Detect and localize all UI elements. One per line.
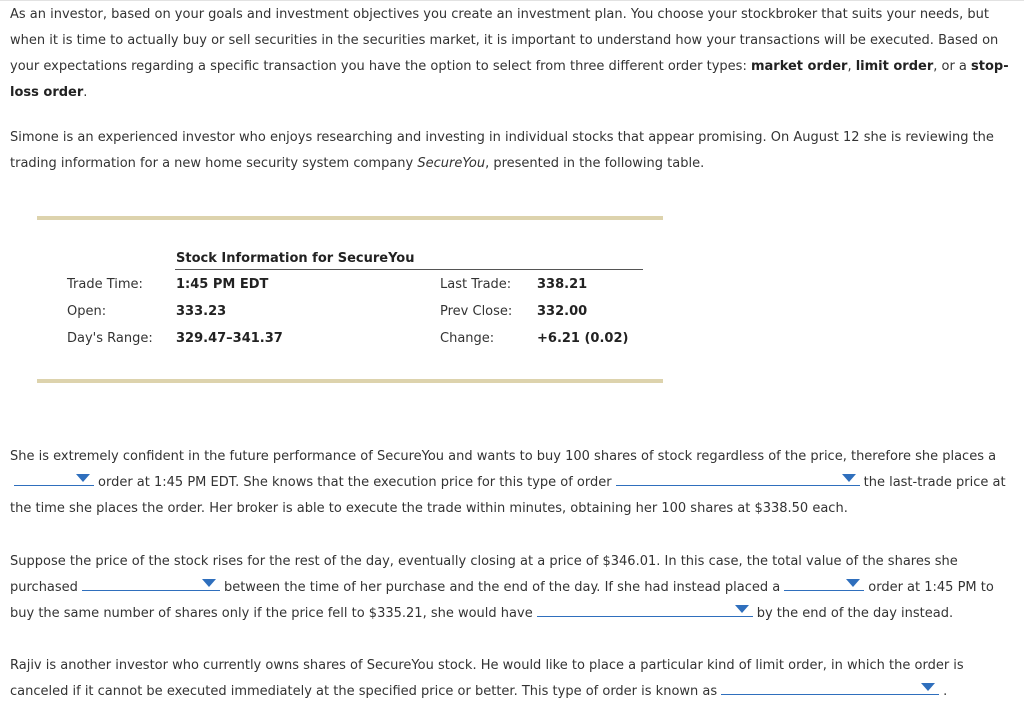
table-top-bar [37, 216, 663, 220]
days-range-label: Day's Range: [67, 331, 153, 346]
simone-intro-text: Simone is an experienced investor who enjoys researching and investing in individual stocks that appear promising. On August 12 she is reviewing the trading information for a new home security system company [10, 130, 994, 171]
trade-time-value: 1:45 PM EDT [176, 277, 269, 292]
prev-close-label: Prev Close: [440, 304, 513, 319]
para3-text-3: the last-trade price at the time she places the order. Her broker is able to execute the trade within minutes, obtaining her 100 shares at $338.50 each. [10, 475, 1006, 516]
term-market-order: market order [750, 59, 848, 74]
execution-price-dropdown[interactable] [616, 470, 860, 486]
para4-text-3: order at 1:45 PM to buy the same number of shares only if the price fell to $335.21, she would have [10, 580, 994, 621]
change-value: +6.21 (0.02) [537, 331, 629, 346]
table-bottom-bar [37, 379, 663, 383]
term-limit-order: limit order [855, 59, 934, 74]
simone-order-paragraph [10, 444, 1010, 522]
chevron-down-icon [846, 579, 860, 587]
open-value: 333.23 [176, 304, 227, 319]
stock-table-rule [175, 269, 643, 270]
para3-text-1: She is extremely confident in the future performance of SecureYou and wants to buy 100 shares of stock regardless of the price, therefore she places a [10, 449, 997, 464]
last-trade-label: Last Trade: [440, 277, 512, 292]
open-label: Open: [67, 304, 107, 319]
intro-paragraph [10, 2, 1010, 106]
prev-close-value: 332.00 [537, 304, 588, 319]
value-change-dropdown[interactable] [82, 575, 220, 591]
para5-text-1: Rajiv is another investor who currently owns shares of SecureYou stock. He would like to place a particular kind of limit order, in which the order is canceled if it cannot be executed immediately at the specified price or better. This type of order is known as [10, 658, 964, 699]
change-label: Change: [440, 331, 495, 346]
top-divider [0, 0, 1024, 1]
simone-intro-end: , presented in the following table. [485, 156, 705, 171]
period: . [83, 85, 88, 100]
separator: , or a [933, 59, 972, 74]
chevron-down-icon [842, 474, 856, 482]
intro-text: As an investor, based on your goals and investment objectives you create an investment plan. You choose your stockbroker that suits your needs, but when it is time to actually buy or sell securities in the securities market, it is important to understand how your transactions will be executed. Based on your expectations regarding a specific transaction you have the option to select from three different order types: [10, 7, 999, 74]
order-type-dropdown-1[interactable] [14, 470, 94, 486]
stock-table-title: Stock Information for SecureYou [176, 251, 415, 266]
outcome-dropdown[interactable] [537, 601, 753, 617]
chevron-down-icon [202, 579, 216, 587]
term-stop-loss-order: stop-loss order [10, 59, 1009, 100]
chevron-down-icon [921, 683, 935, 691]
days-range-value: 329.47–341.37 [176, 331, 283, 346]
para3-text-2: order at 1:45 PM EDT. She knows that the execution price for this type of order [98, 475, 612, 490]
company-name: SecureYou [417, 156, 486, 171]
para4-text-1: Suppose the price of the stock rises for the rest of the day, eventually closing at a price of $346.01. In this case, the total value of the shares she purchased [10, 554, 958, 595]
price-rise-paragraph [10, 549, 1010, 627]
limit-order-type-dropdown[interactable] [721, 679, 939, 695]
para4-text-2: between the time of her purchase and the end of the day. If she had instead placed a [223, 580, 781, 595]
rajiv-paragraph [10, 653, 1010, 705]
para4-text-4: by the end of the day instead. [756, 606, 954, 621]
order-type-dropdown-2[interactable] [784, 575, 864, 591]
chevron-down-icon [76, 474, 90, 482]
last-trade-value: 338.21 [537, 277, 588, 292]
para5-text-2: . [943, 684, 948, 699]
separator: , [847, 59, 856, 74]
trade-time-label: Trade Time: [67, 277, 143, 292]
chevron-down-icon [735, 605, 749, 613]
simone-intro-paragraph [10, 125, 1010, 177]
